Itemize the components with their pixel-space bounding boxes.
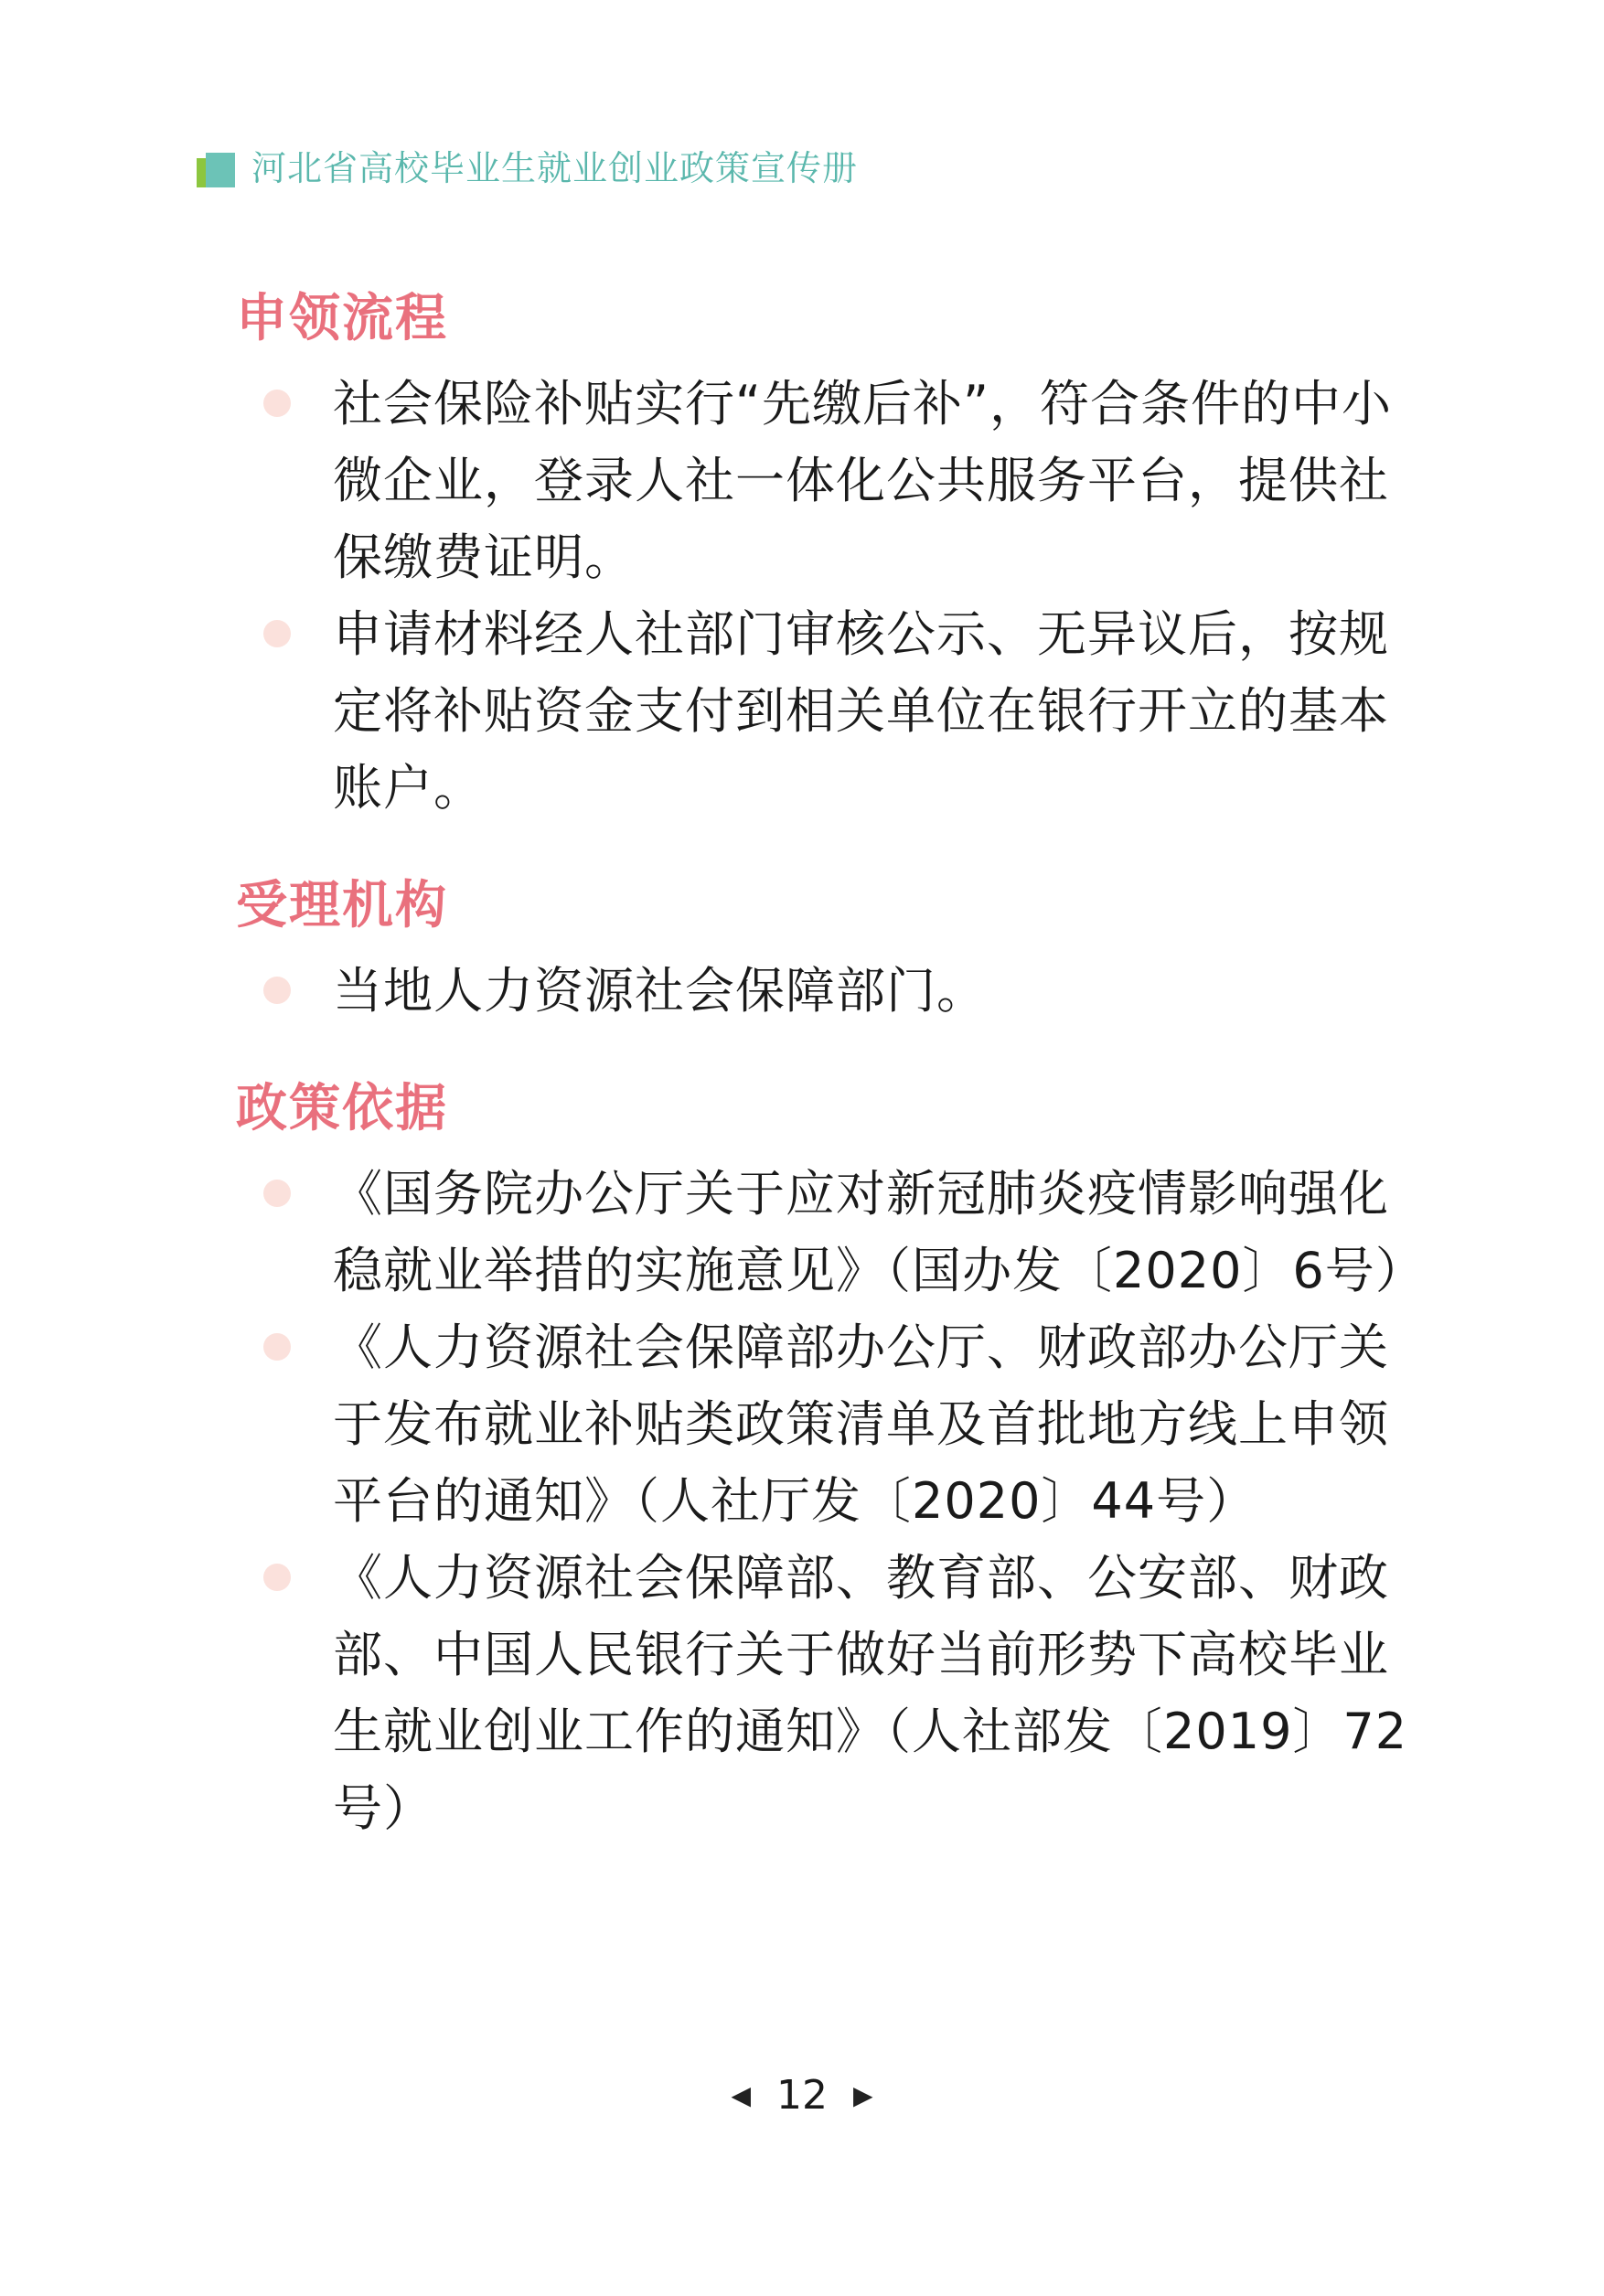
list-item-text: 《国务院办公厅关于应对新冠肺炎疫情影响强化稳就业举措的实施意见》（国办发〔2020〕6号） [333,1165,1426,1299]
bullet-dot-icon [263,977,291,1004]
list-item-text: 当地人力资源社会保障部门。 [333,962,987,1020]
bullet-dot-icon [263,1564,291,1591]
logo-teal-square [206,153,235,187]
brand-logo-icon [197,149,235,187]
bullet-dot-icon [263,390,291,417]
main-content [236,283,1426,1891]
section-title: 受理机构 [236,876,448,935]
list-item [236,953,1416,1030]
item-list [236,366,1416,827]
section-policy-basis [236,1073,1426,1847]
section-title: 政策依据 [236,1079,448,1138]
list-item [236,1156,1426,1309]
page-footer [0,2066,1604,2123]
bullet-dot-icon [263,620,291,647]
list-item-text: 《人力资源社会保障部、教育部、公安部、财政部、中国人民银行关于做好当前形势下高校毕业生就业创业工作的通知》（人社部发〔2019〕72号） [333,1549,1408,1837]
item-list [236,1156,1426,1847]
list-item-text: 《人力资源社会保障部办公厅、财政部办公厅关于发布就业补贴类政策清单及首批地方线上申领平台的通知》（人社厅发〔2020〕44号） [333,1319,1389,1530]
list-item [236,366,1416,596]
item-list [236,953,1416,1030]
bullet-dot-icon [263,1180,291,1207]
section-handling-agency [236,870,1416,1030]
list-item-text: 申请材料经人社部门审核公示、无异议后，按规定将补贴资金支付到相关单位在银行开立的基本账户。 [333,605,1389,817]
section-application-process [236,283,1416,827]
triangle-right-icon: ▶ [853,2080,873,2110]
list-item [236,1540,1416,1847]
triangle-left-icon: ◀ [731,2080,751,2110]
section-title: 申领流程 [236,289,448,348]
list-item-text: 社会保险补贴实行“先缴后补”，符合条件的中小微企业，登录人社一体化公共服务平台，提供社保缴费证明。 [333,375,1392,586]
page-header [197,146,858,190]
bullet-dot-icon [263,1333,291,1361]
page-number: 12 [776,2072,828,2119]
list-item [236,1309,1416,1540]
brochure-title: 河北省高校毕业生就业创业政策宣传册 [251,148,859,188]
list-item [236,596,1416,827]
